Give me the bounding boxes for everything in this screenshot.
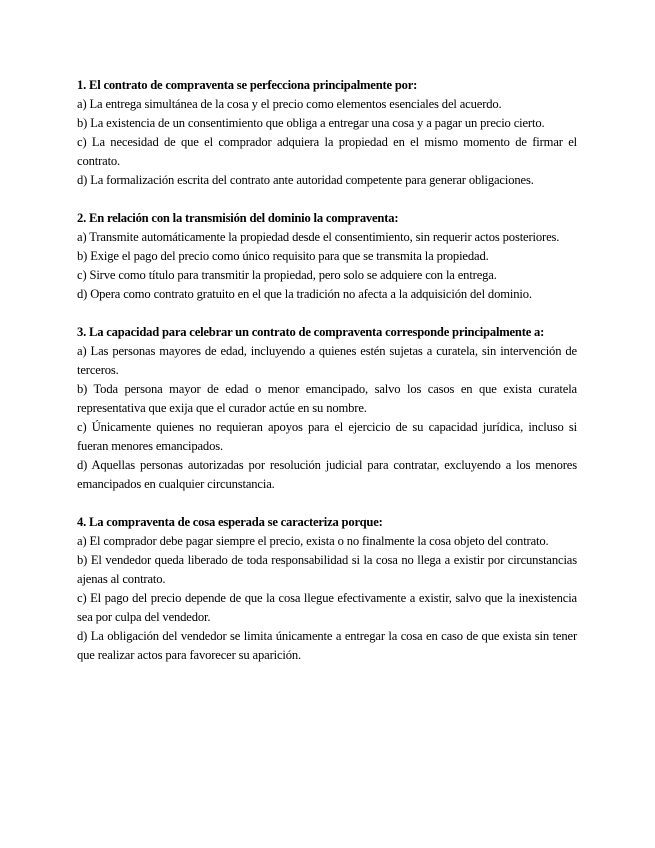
option-d: d) La formalización escrita del contrato ante autoridad competente para generar obligaciones.: [77, 173, 534, 187]
option-b: b) El vendedor queda liberado de toda responsabilidad si la cosa no llega a existir por circunstancias ajenas al contrato.: [77, 553, 577, 586]
option-b: b) Toda persona mayor de edad o menor emancipado, salvo los casos en que exista curatela representativa que exija que el curador actúe en su nombre.: [77, 382, 577, 415]
option-a: a) La entrega simultánea de la cosa y el precio como elementos esenciales del acuerdo.: [77, 97, 502, 111]
question-title: 4. La compraventa de cosa esperada se caracteriza porque:: [77, 515, 383, 529]
question-1: [77, 76, 577, 190]
question-title: 2. En relación con la transmisión del dominio la compraventa:: [77, 211, 399, 225]
option-d: d) Aquellas personas autorizadas por resolución judicial para contratar, excluyendo a los menores emancipados en cualquier circunstancia.: [77, 458, 577, 491]
document-page: [77, 76, 577, 684]
option-d: d) La obligación del vendedor se limita únicamente a entregar la cosa en caso de que exista sin tener que realizar actos para favorecer su aparición.: [77, 629, 577, 662]
question-2: [77, 209, 577, 304]
question-4: [77, 513, 577, 665]
option-d: d) Opera como contrato gratuito en el que la tradición no afecta a la adquisición del dominio.: [77, 287, 532, 301]
question-3: [77, 323, 577, 494]
option-b: b) La existencia de un consentimiento que obliga a entregar una cosa y a pagar un precio cierto.: [77, 116, 545, 130]
option-a: a) Las personas mayores de edad, incluyendo a quienes estén sujetas a curatela, sin intervención de terceros.: [77, 344, 577, 377]
option-c: c) La necesidad de que el comprador adquiera la propiedad en el mismo momento de firmar el contrato.: [77, 135, 577, 168]
option-a: a) Transmite automáticamente la propiedad desde el consentimiento, sin requerir actos posteriores.: [77, 230, 560, 244]
option-b: b) Exige el pago del precio como único requisito para que se transmita la propiedad.: [77, 249, 489, 263]
option-c: c) Únicamente quienes no requieran apoyos para el ejercicio de su capacidad jurídica, incluso si fueran menores emancipados.: [77, 420, 577, 453]
option-a: a) El comprador debe pagar siempre el precio, exista o no finalmente la cosa objeto del contrato.: [77, 534, 549, 548]
question-title: 1. El contrato de compraventa se perfecciona principalmente por:: [77, 78, 418, 92]
option-c: c) Sirve como título para transmitir la propiedad, pero solo se adquiere con la entrega.: [77, 268, 497, 282]
option-c: c) El pago del precio depende de que la cosa llegue efectivamente a existir, salvo que la inexistencia sea por culpa del vendedor.: [77, 591, 577, 624]
question-title: 3. La capacidad para celebrar un contrato de compraventa corresponde principalmente a:: [77, 325, 545, 339]
